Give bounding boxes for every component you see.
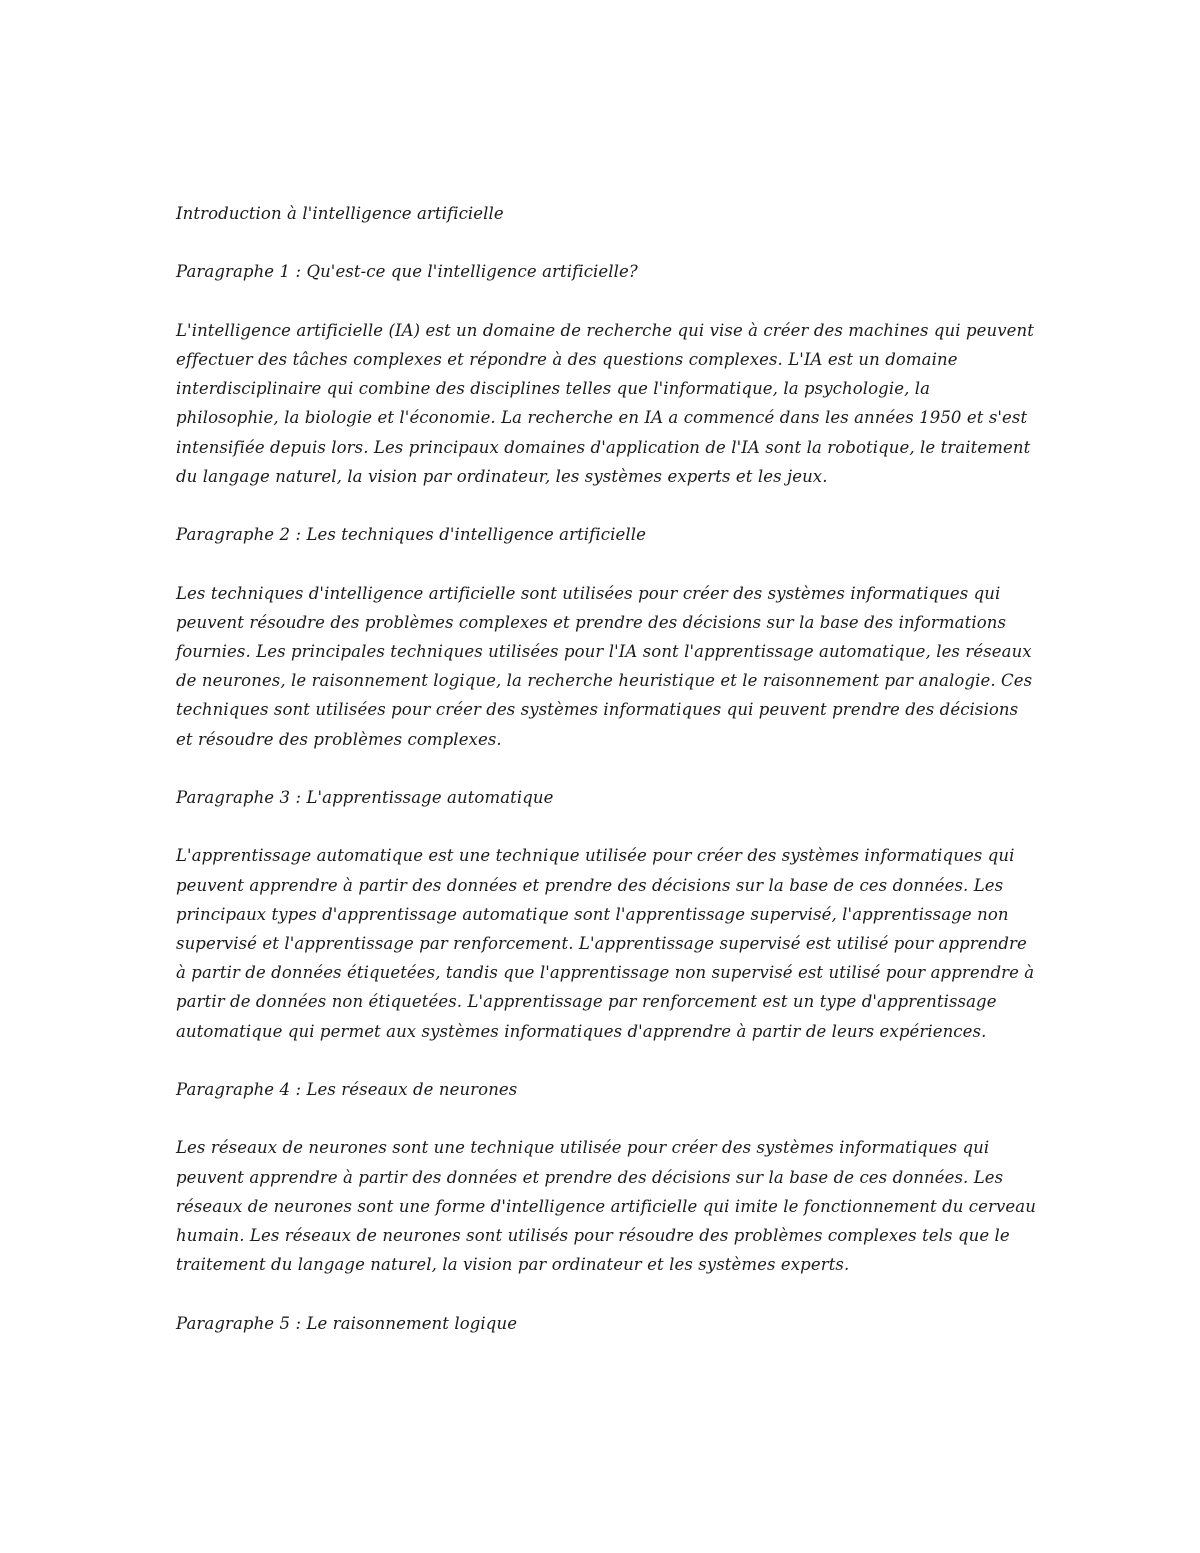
section-paragraph: L'intelligence artificielle (IA) est un domaine de recherche qui vise à créer des machines qui peuvent effectuer des tâches complexes et répondre à des questions complexes. L'IA est un domaine interdisciplinaire qui combine des disciplines telles que l'informatique, la psychologie, la philosophie, la biologie et l'économie. La recherche en IA a commencé dans les années 1950 et s'est intensifiée depuis lors. Les principaux domaines d'application de l'IA sont la robotique, le traitement du langage naturel, la vision par ordinateur, les systèmes experts et les jeux. bbox=[176, 320, 1034, 486]
section-heading: Paragraphe 1 : Qu'est-ce que l'intelligence artificielle? bbox=[176, 262, 638, 282]
section-paragraph: Les techniques d'intelligence artificielle sont utilisées pour créer des systèmes informatiques qui peuvent résoudre des problèmes complexes et prendre des décisions sur la base des informations fournies. Les principales techniques utilisées pour l'IA sont l'apprentissage automatique, les réseaux de neurones, le raisonnement logique, la recherche heuristique et le raisonnement par analogie. Ces techniques sont utilisées pour créer des systèmes informatiques qui peuvent prendre des décisions et résoudre des problèmes complexes. bbox=[176, 583, 1033, 749]
section-paragraph: L'apprentissage automatique est une technique utilisée pour créer des systèmes informatiques qui peuvent apprendre à partir des données et prendre des décisions sur la base de ces données. Les principaux types d'apprentissage automatique sont l'apprentissage supervisé, l'apprentissage non supervisé et l'apprentissage par renforcement. L'apprentissage supervisé est utilisé pour apprendre à partir de données étiquetées, tandis que l'apprentissage non supervisé est utilisé pour apprendre à partir de données non étiquetées. L'apprentissage par renforcement est un type d'apprentissage automatique qui permet aux systèmes informatiques d'apprendre à partir de leurs expériences. bbox=[176, 846, 1035, 1041]
section-heading: Paragraphe 2 : Les techniques d'intelligence artificielle bbox=[176, 525, 646, 545]
section-paragraph: Les réseaux de neurones sont une technique utilisée pour créer des systèmes informatiques qui peuvent apprendre à partir des données et prendre des décisions sur la base de ces données. Les réseaux de neurones sont une forme d'intelligence artificielle qui imite le fonctionnement du cerveau humain. Les réseaux de neurones sont utilisés pour résoudre des problèmes complexes tels que le traitement du langage naturel, la vision par ordinateur et les systèmes experts. bbox=[176, 1138, 1036, 1275]
document-title: Introduction à l'intelligence artificielle bbox=[176, 204, 504, 223]
section-heading: Paragraphe 3 : L'apprentissage automatique bbox=[176, 787, 554, 807]
section-heading: Paragraphe 5 : Le raisonnement logique bbox=[176, 1313, 518, 1333]
document-body bbox=[176, 199, 1036, 1367]
section-heading: Paragraphe 4 : Les réseaux de neurones bbox=[176, 1079, 518, 1099]
